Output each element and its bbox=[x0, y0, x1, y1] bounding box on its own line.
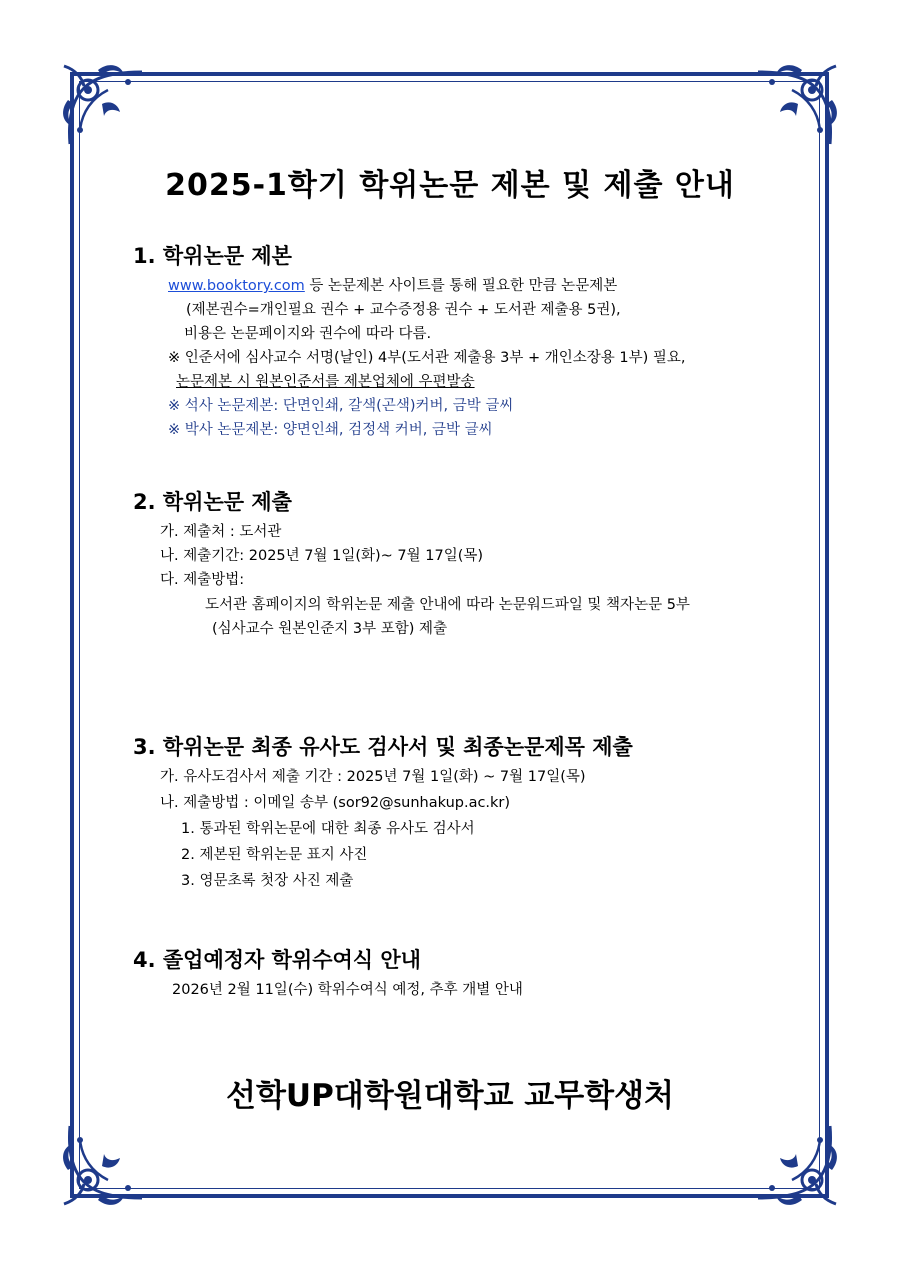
list-item: 1. 통과된 학위논문에 대한 최종 유사도 검사서 bbox=[181, 821, 475, 837]
section2-da2: (심사교수 원본인준지 3부 포함) 제출 bbox=[212, 621, 448, 637]
section2-da: 다. 제출방법: bbox=[160, 572, 245, 588]
section1-line1-text: 등 논문제본 사이트를 통해 필요한 만큼 논문제본 bbox=[304, 278, 618, 294]
section2-na: 나. 제출기간: 2025년 7월 1일(화)~ 7월 17일(목) bbox=[160, 548, 484, 564]
section1-note2: ※ 석사 논문제본: 단면인쇄, 갈색(곤색)커버, 금박 글씨 bbox=[168, 398, 514, 414]
section1-line1 bbox=[168, 277, 617, 295]
list-item: 3. 영문초록 첫장 사진 제출 bbox=[181, 873, 354, 889]
section4-text: 2026년 2월 11일(수) 학위수여식 예정, 추후 개별 안내 bbox=[172, 982, 523, 998]
section1-line2: (제본권수=개인필요 권수 + 교수증정용 권수 + 도서관 제출용 5권), bbox=[186, 302, 621, 318]
section3-ga: 가. 유사도검사서 제출 기간 : 2025년 7월 1일(화) ~ 7월 17일(목) bbox=[160, 769, 586, 785]
corner-ornament-icon bbox=[752, 1120, 842, 1210]
section2-da1: 도서관 홈페이지의 학위논문 제출 안내에 따라 논문워드파일 및 책자논문 5부 bbox=[205, 597, 690, 613]
section1-note1: ※ 인준서에 심사교수 서명(날인) 4부(도서관 제출용 3부 + 개인소장용 1부) 필요, bbox=[168, 350, 686, 366]
section3-na: 나. 제출방법 : 이메일 송부 (sor92@sunhakup.ac.kr) bbox=[160, 795, 511, 811]
section1-line3: 비용은 논문페이지와 권수에 따라 다름. bbox=[184, 326, 432, 342]
booktory-link[interactable]: www.booktory.com bbox=[168, 278, 305, 294]
section-heading: 4. 졸업예정자 학위수여식 안내 bbox=[133, 948, 421, 972]
list-item: 2. 제본된 학위논문 표지 사진 bbox=[181, 847, 368, 863]
page-title: 2025-1학기 학위논문 제본 및 제출 안내 bbox=[165, 168, 735, 203]
section2-ga: 가. 제출처 : 도서관 bbox=[160, 524, 282, 540]
section1-note3: ※ 박사 논문제본: 양면인쇄, 검정색 커버, 금박 글씨 bbox=[168, 422, 493, 438]
section-heading: 3. 학위논문 최종 유사도 검사서 및 최종논문제목 제출 bbox=[133, 735, 633, 759]
corner-ornament-icon bbox=[752, 60, 842, 150]
corner-ornament-icon bbox=[58, 60, 148, 150]
section1-note1b: 논문제본 시 원본인준서를 제본업체에 우편발송 bbox=[176, 374, 475, 390]
section-heading: 2. 학위논문 제출 bbox=[133, 490, 292, 514]
footer-organization: 선학UP대학원대학교 교무학생처 bbox=[226, 1078, 674, 1114]
section-heading: 1. 학위논문 제본 bbox=[133, 244, 292, 268]
corner-ornament-icon bbox=[58, 1120, 148, 1210]
